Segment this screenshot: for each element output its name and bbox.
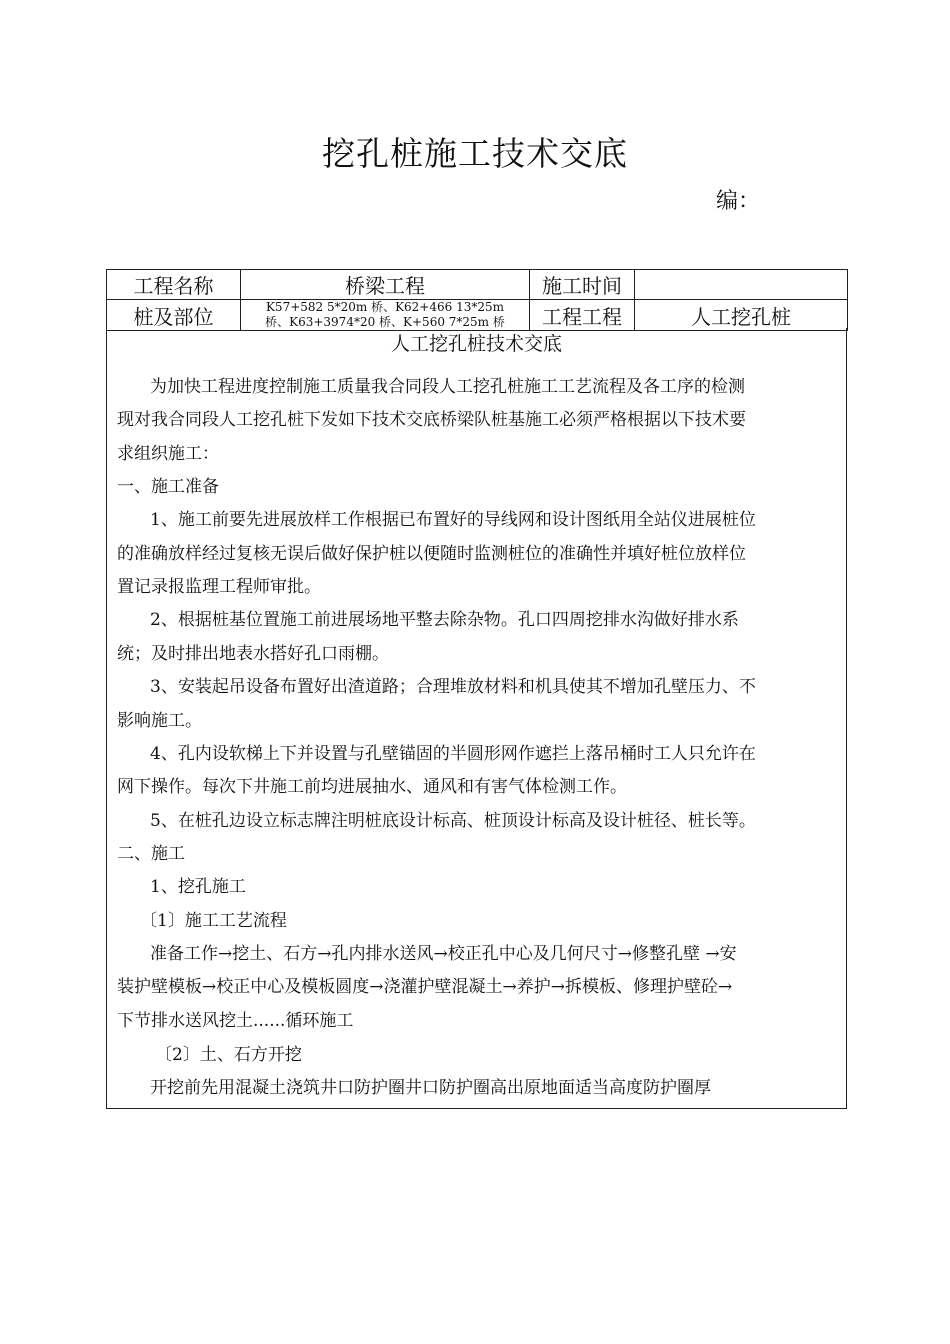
disclosure-subtitle: 人工挖孔桩技术交底 (390, 333, 562, 355)
body-line: 装护壁模板→校正中心及模板圆度→浇灌护壁混凝土→养护→拆模板、修理护壁砼→ (117, 977, 733, 997)
body-line: 开挖前先用混凝土浇筑井口防护圈井口防护圈高出原地面适当高度防护圈厚 (150, 1078, 711, 1098)
section-heading: 二、施工 (117, 844, 185, 864)
body-line: 统；及时排出地表水搭好孔口雨棚。 (117, 644, 389, 664)
construction-time-label: 施工时间 (530, 270, 635, 300)
body-line: 4、孔内设软梯上下并设置与孔壁锚固的半圆形网作遮拦上落吊桶时工人只允许在 (150, 744, 756, 764)
body-line: 影响施工。 (117, 711, 202, 731)
location-line-2: 桥、K63+3974*20 桥、K+560 7*25m 桥 (265, 315, 505, 329)
location-line-1: K57+582 5*20m 桥、K62+466 13*25m (265, 300, 505, 314)
body-line: 为加快工程进度控制施工质量我合同段人工挖孔桩施工工艺流程及各工序的检测 (150, 377, 745, 397)
body-line: 现对我合同段人工挖孔桩下发如下技术交底桥梁队桩基施工必须严格根据以下技术要 (117, 410, 746, 430)
editor-label: 编： (716, 189, 761, 214)
body-line: 下节排水送风挖土......循环施工 (117, 1011, 354, 1031)
header-table (106, 269, 848, 331)
disclosure-body (106, 328, 847, 1109)
header-row-2 (107, 300, 848, 331)
body-line: 5、在桩孔边设立标志牌注明桩底设计标高、桩顶设计标高及设计桩径、桩长等。 (150, 811, 756, 831)
body-line: 求组织施工： (117, 444, 219, 464)
body-line: 1、施工前要先进展放样工作根据已布置好的导线网和设计图纸用全站仪进展桩位 (150, 510, 756, 530)
work-label: 工程工程 (530, 300, 635, 331)
construction-time-value (635, 270, 848, 300)
body-line: 网下操作。每次下井施工前均进展抽水、通风和有害气体检测工作。 (117, 777, 627, 797)
body-line: 的准确放样经过复核无误后做好保护桩以便随时监测桩位的准确性并填好桩位放样位 (117, 544, 746, 564)
project-name-value: 桥梁工程 (241, 270, 530, 300)
body-line: 置记录报监理工程师审批。 (117, 577, 321, 597)
body-line: 2、根据桩基位置施工前进展场地平整去除杂物。孔口四周挖排水沟做好排水系 (150, 610, 739, 630)
header-row-1 (107, 270, 848, 300)
section-heading: 一、施工准备 (117, 477, 219, 497)
body-line: 准备工作→挖土、石方→孔内排水送风→校正孔中心及几何尺寸→修整孔壁 →安 (150, 944, 737, 964)
location-label: 桩及部位 (107, 300, 241, 331)
project-name-label: 工程名称 (107, 270, 241, 300)
work-value: 人工挖孔桩 (635, 300, 848, 331)
body-line: 3、安装起吊设备布置好出渣道路；合理堆放材料和机具使其不增加孔壁压力、不 (150, 677, 756, 697)
sub-heading: 1、挖孔施工 (150, 877, 246, 897)
sub-heading: 〔2〕土、石方开挖 (155, 1045, 302, 1065)
sub-heading: 〔1〕施工工艺流程 (140, 911, 287, 931)
location-value (241, 300, 530, 331)
document-title: 挖孔桩施工技术交底 (322, 134, 628, 173)
